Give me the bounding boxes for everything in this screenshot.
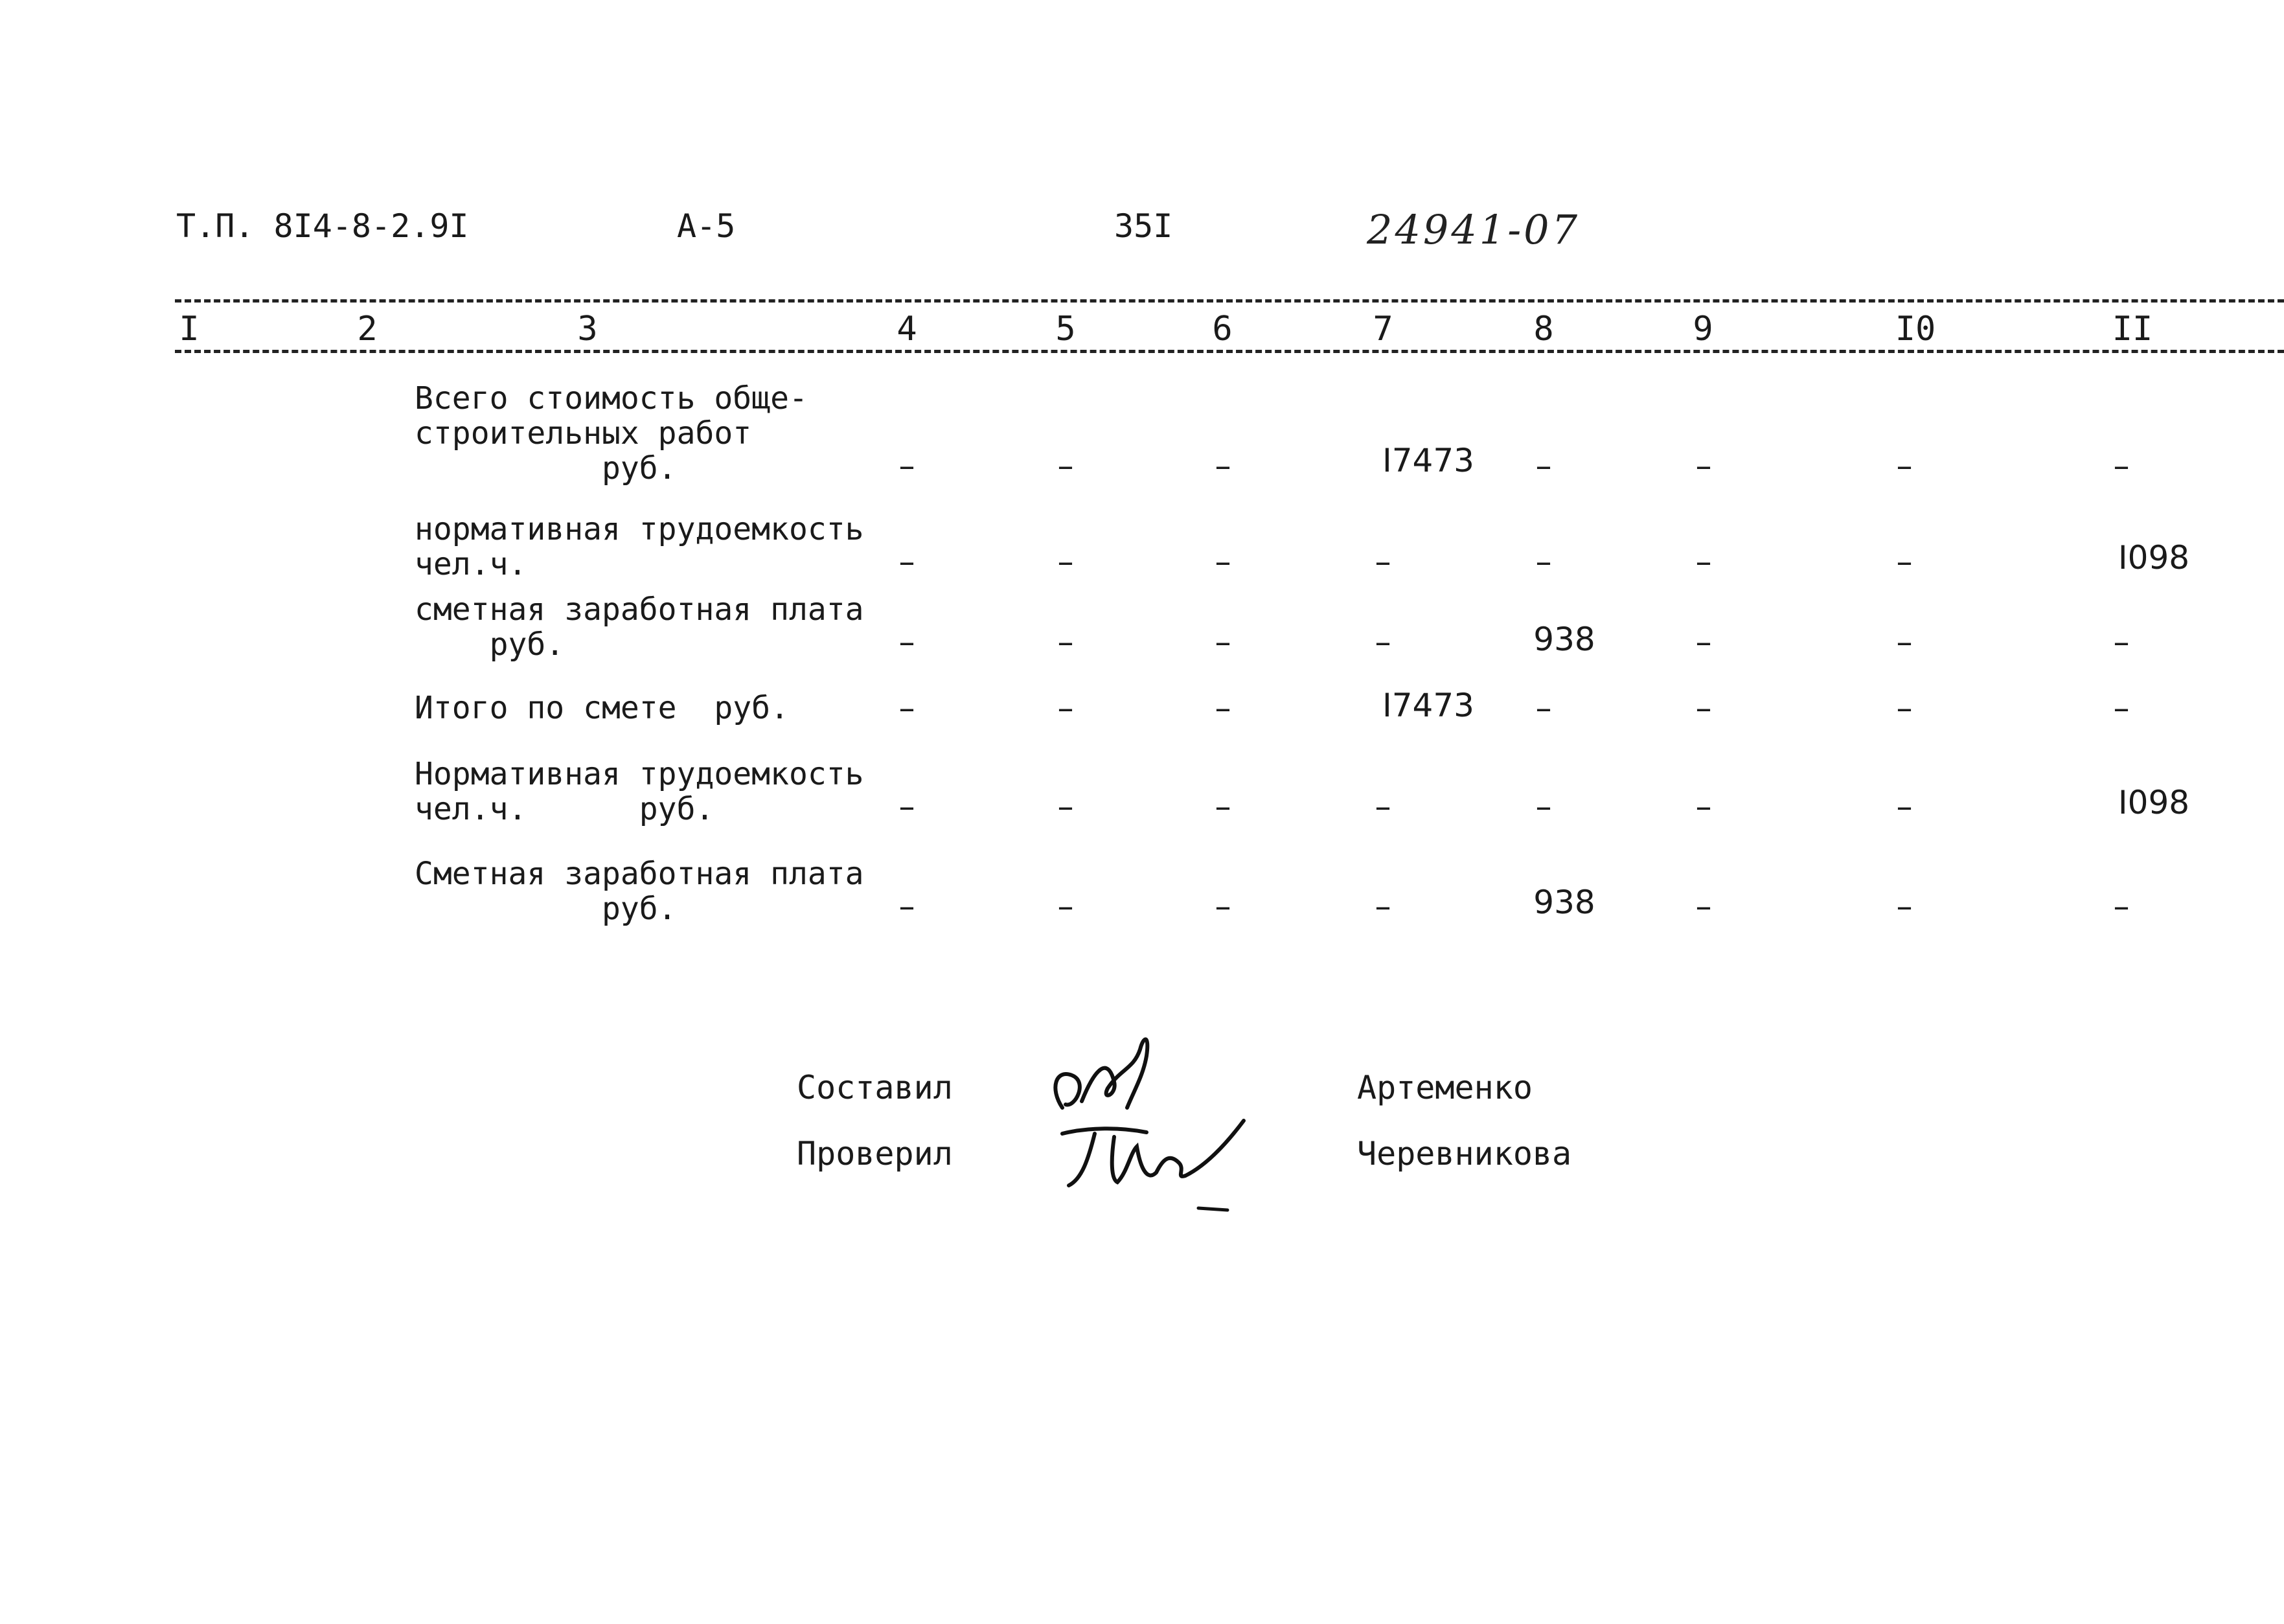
table-cell: – — [1896, 447, 1913, 485]
column-number: I0 — [1895, 310, 1936, 349]
table-cell: – — [1695, 788, 1712, 825]
row-description: Всего стоимость обще- строительных работ руб. — [415, 380, 808, 486]
table-cell: – — [1695, 543, 1712, 580]
table-cell: – — [1695, 689, 1712, 727]
row-description: Итого по смете руб. — [415, 690, 789, 726]
table-cell: I098 — [2118, 784, 2190, 821]
checker-signature — [1049, 1108, 1263, 1224]
column-number: 6 — [1212, 310, 1233, 349]
table-cell: – — [898, 447, 915, 485]
column-number: 3 — [577, 310, 598, 349]
table-cell: – — [1375, 887, 1391, 925]
doc-code: Т.П. 8I4-8-2.9I — [176, 207, 469, 245]
column-number: 7 — [1373, 310, 1393, 349]
table-cell: – — [1896, 887, 1913, 925]
checked-by-name: Черевникова — [1357, 1135, 1572, 1172]
table-cell: I7473 — [1382, 442, 1474, 479]
table-cell: – — [1695, 447, 1712, 485]
column-number: 4 — [896, 310, 917, 349]
column-number: 2 — [357, 310, 378, 349]
table-header-rule — [175, 350, 2284, 353]
album-code: А-5 — [677, 207, 736, 245]
row-description: Нормативная трудоемкость чел.ч. руб. — [415, 756, 864, 827]
table-cell: – — [1695, 887, 1712, 925]
table-cell: – — [1375, 623, 1391, 661]
table-cell: – — [1896, 543, 1913, 580]
table-cell: – — [1057, 543, 1074, 580]
table-cell: – — [1535, 689, 1552, 727]
table-cell: – — [2113, 689, 2130, 727]
table-cell: – — [1535, 788, 1552, 825]
table-cell: – — [1057, 689, 1074, 727]
column-number: II — [2112, 310, 2153, 349]
table-cell: – — [898, 788, 915, 825]
handwritten-number: 24941-07 — [1367, 206, 1581, 253]
table-cell: – — [1535, 543, 1552, 580]
table-cell: – — [1057, 887, 1074, 925]
table-cell: – — [2113, 887, 2130, 925]
table-cell: – — [1896, 623, 1913, 661]
compiled-by-name: Артеменко — [1357, 1069, 1533, 1106]
table-top-rule — [175, 299, 2284, 303]
column-number: 5 — [1055, 310, 1076, 349]
table-cell: – — [1057, 623, 1074, 661]
table-cell: – — [1057, 788, 1074, 825]
table-cell: I7473 — [1382, 687, 1474, 724]
table-cell: I098 — [2118, 539, 2190, 577]
column-number: 8 — [1533, 310, 1554, 349]
table-cell: – — [1375, 543, 1391, 580]
table-cell: 938 — [1533, 621, 1595, 658]
table-cell: – — [1215, 788, 1231, 825]
table-cell: – — [1215, 887, 1231, 925]
table-cell: – — [898, 543, 915, 580]
table-cell: – — [1695, 623, 1712, 661]
table-cell: – — [2113, 623, 2130, 661]
table-cell: – — [1535, 447, 1552, 485]
column-number: 9 — [1693, 310, 1713, 349]
table-cell: – — [898, 887, 915, 925]
row-description: Сметная заработная плата руб. — [415, 856, 864, 927]
table-cell: – — [1896, 689, 1913, 727]
compiled-by-label: Составил — [797, 1069, 953, 1106]
column-number: I — [179, 310, 200, 349]
table-cell: – — [1215, 623, 1231, 661]
table-cell: – — [898, 689, 915, 727]
table-cell: – — [898, 623, 915, 661]
table-cell: 938 — [1533, 884, 1595, 921]
table-cell: – — [1896, 788, 1913, 825]
table-cell: – — [1215, 543, 1231, 580]
row-description: нормативная трудоемкость чел.ч. — [415, 511, 864, 582]
page-number: 35I — [1114, 207, 1173, 245]
table-cell: – — [1215, 447, 1231, 485]
checked-by-label: Проверил — [797, 1135, 953, 1172]
table-cell: – — [1215, 689, 1231, 727]
table-cell: – — [2113, 447, 2130, 485]
table-cell: – — [1375, 788, 1391, 825]
table-cell: – — [1057, 447, 1074, 485]
row-description: сметная заработная плата руб. — [415, 591, 864, 663]
